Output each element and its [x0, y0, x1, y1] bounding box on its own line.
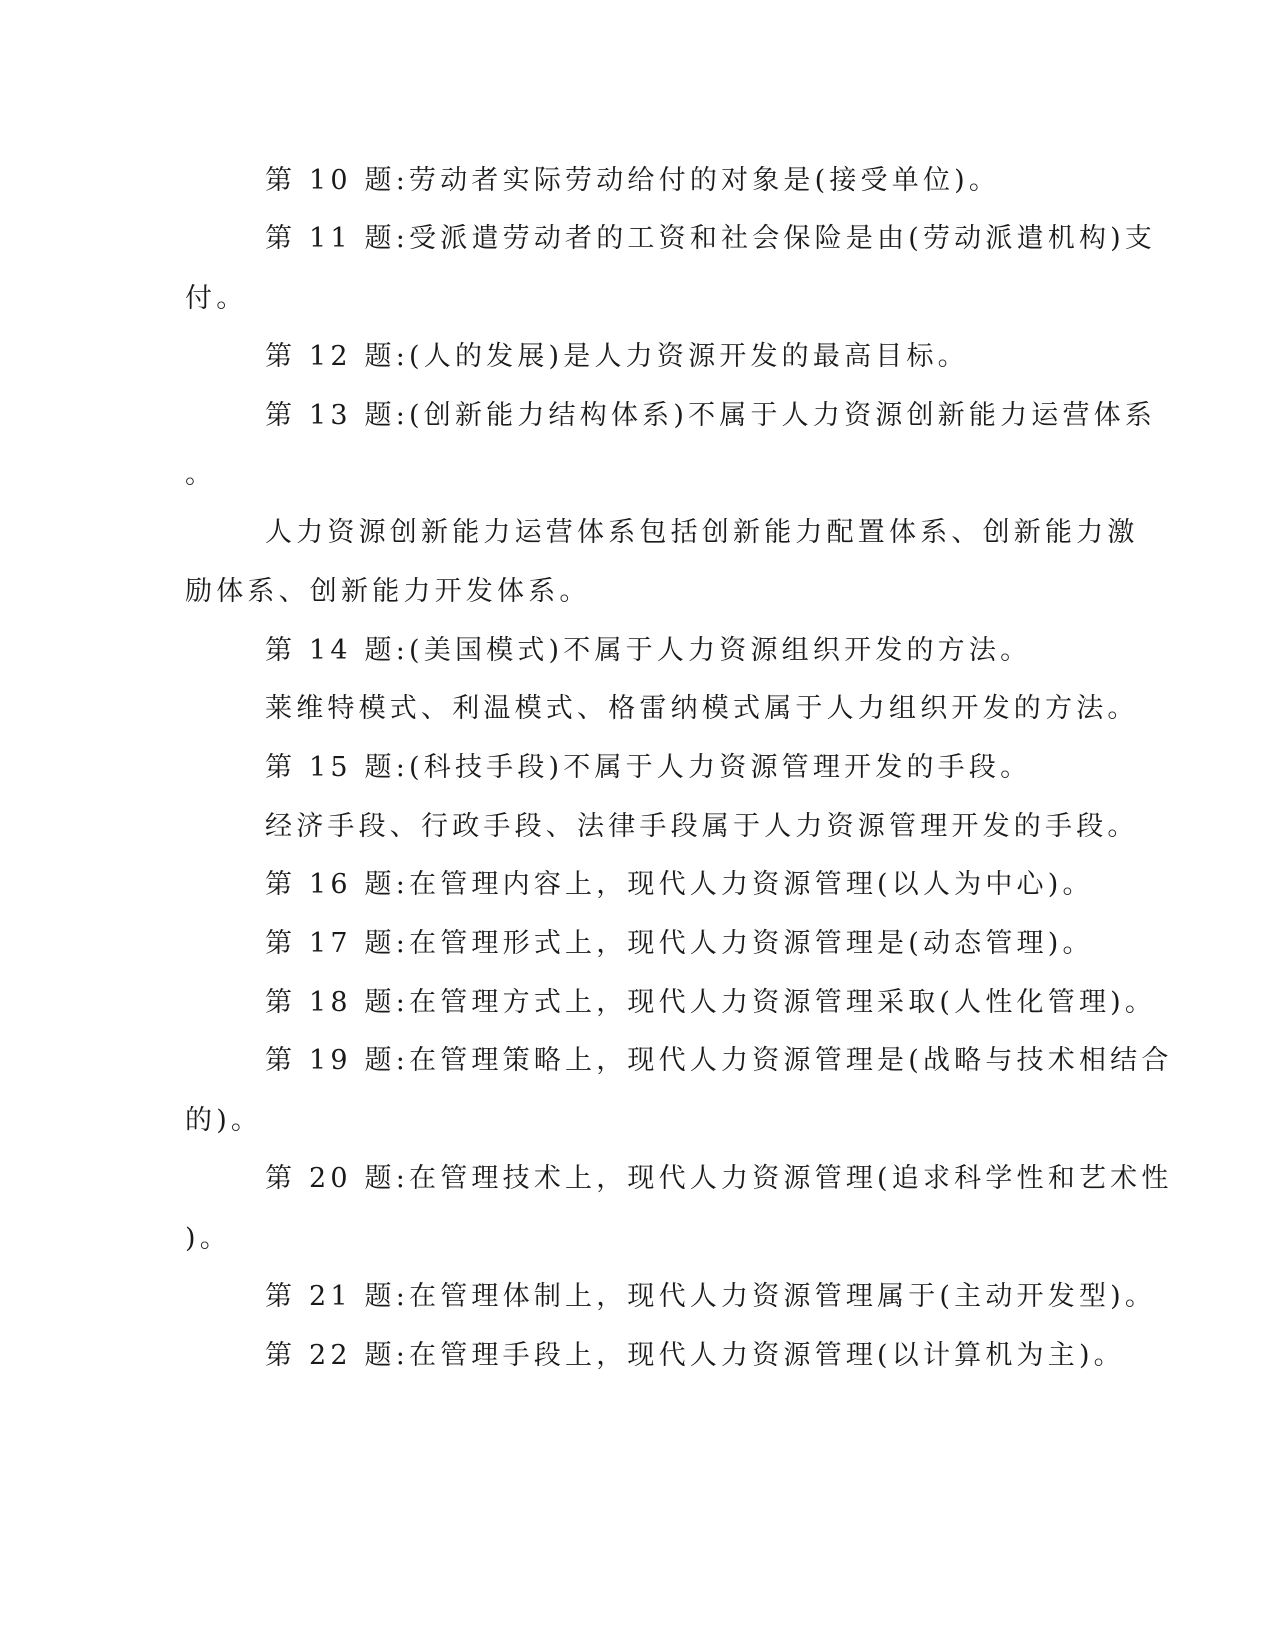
text-line-q12: 第 12 题:(人的发展)是人力资源开发的最高目标。	[265, 341, 969, 372]
text-line-q11-cont: 付。	[185, 283, 248, 314]
text-line-q14: 第 14 题:(美国模式)不属于人力资源组织开发的方法。	[265, 635, 1032, 666]
text-line-q13-cont: 。	[185, 459, 217, 490]
text-line-q20: 第 20 题:在管理技术上，现代人力资源管理(追求科学性和艺术性	[265, 1163, 1173, 1194]
text-line-q20-cont: )。	[185, 1223, 231, 1254]
text-line-q19-cont: 的)。	[185, 1105, 263, 1136]
text-line-q16: 第 16 题:在管理内容上，现代人力资源管理(以人为中心)。	[265, 869, 1094, 900]
text-line-q17: 第 17 题:在管理形式上，现代人力资源管理是(动态管理)。	[265, 928, 1094, 959]
text-line-q10: 第 10 题:劳动者实际劳动给付的对象是(接受单位)。	[265, 165, 1001, 196]
text-line-q15: 第 15 题:(科技手段)不属于人力资源管理开发的手段。	[265, 752, 1032, 783]
text-line-q13: 第 13 题:(创新能力结构体系)不属于人力资源创新能力运营体系	[265, 400, 1157, 431]
text-line-q11: 第 11 题:受派遣劳动者的工资和社会保险是由(劳动派遣机构)支	[265, 223, 1157, 254]
text-line-q22: 第 22 题:在管理手段上，现代人力资源管理(以计算机为主)。	[265, 1340, 1125, 1371]
text-line-q14-note: 莱维特模式、利温模式、格雷纳模式属于人力组织开发的方法。	[265, 693, 1139, 724]
text-line-q19: 第 19 题:在管理策略上，现代人力资源管理是(战略与技术相结合	[265, 1045, 1173, 1076]
text-line-q13-note-cont: 励体系、创新能力开发体系。	[185, 576, 591, 607]
text-line-q15-note: 经济手段、行政手段、法律手段属于人力资源管理开发的手段。	[265, 811, 1139, 842]
text-line-q13-note: 人力资源创新能力运营体系包括创新能力配置体系、创新能力激	[265, 517, 1139, 548]
text-line-q21: 第 21 题:在管理体制上，现代人力资源管理属于(主动开发型)。	[265, 1281, 1157, 1312]
text-line-q18: 第 18 题:在管理方式上，现代人力资源管理采取(人性化管理)。	[265, 987, 1157, 1018]
